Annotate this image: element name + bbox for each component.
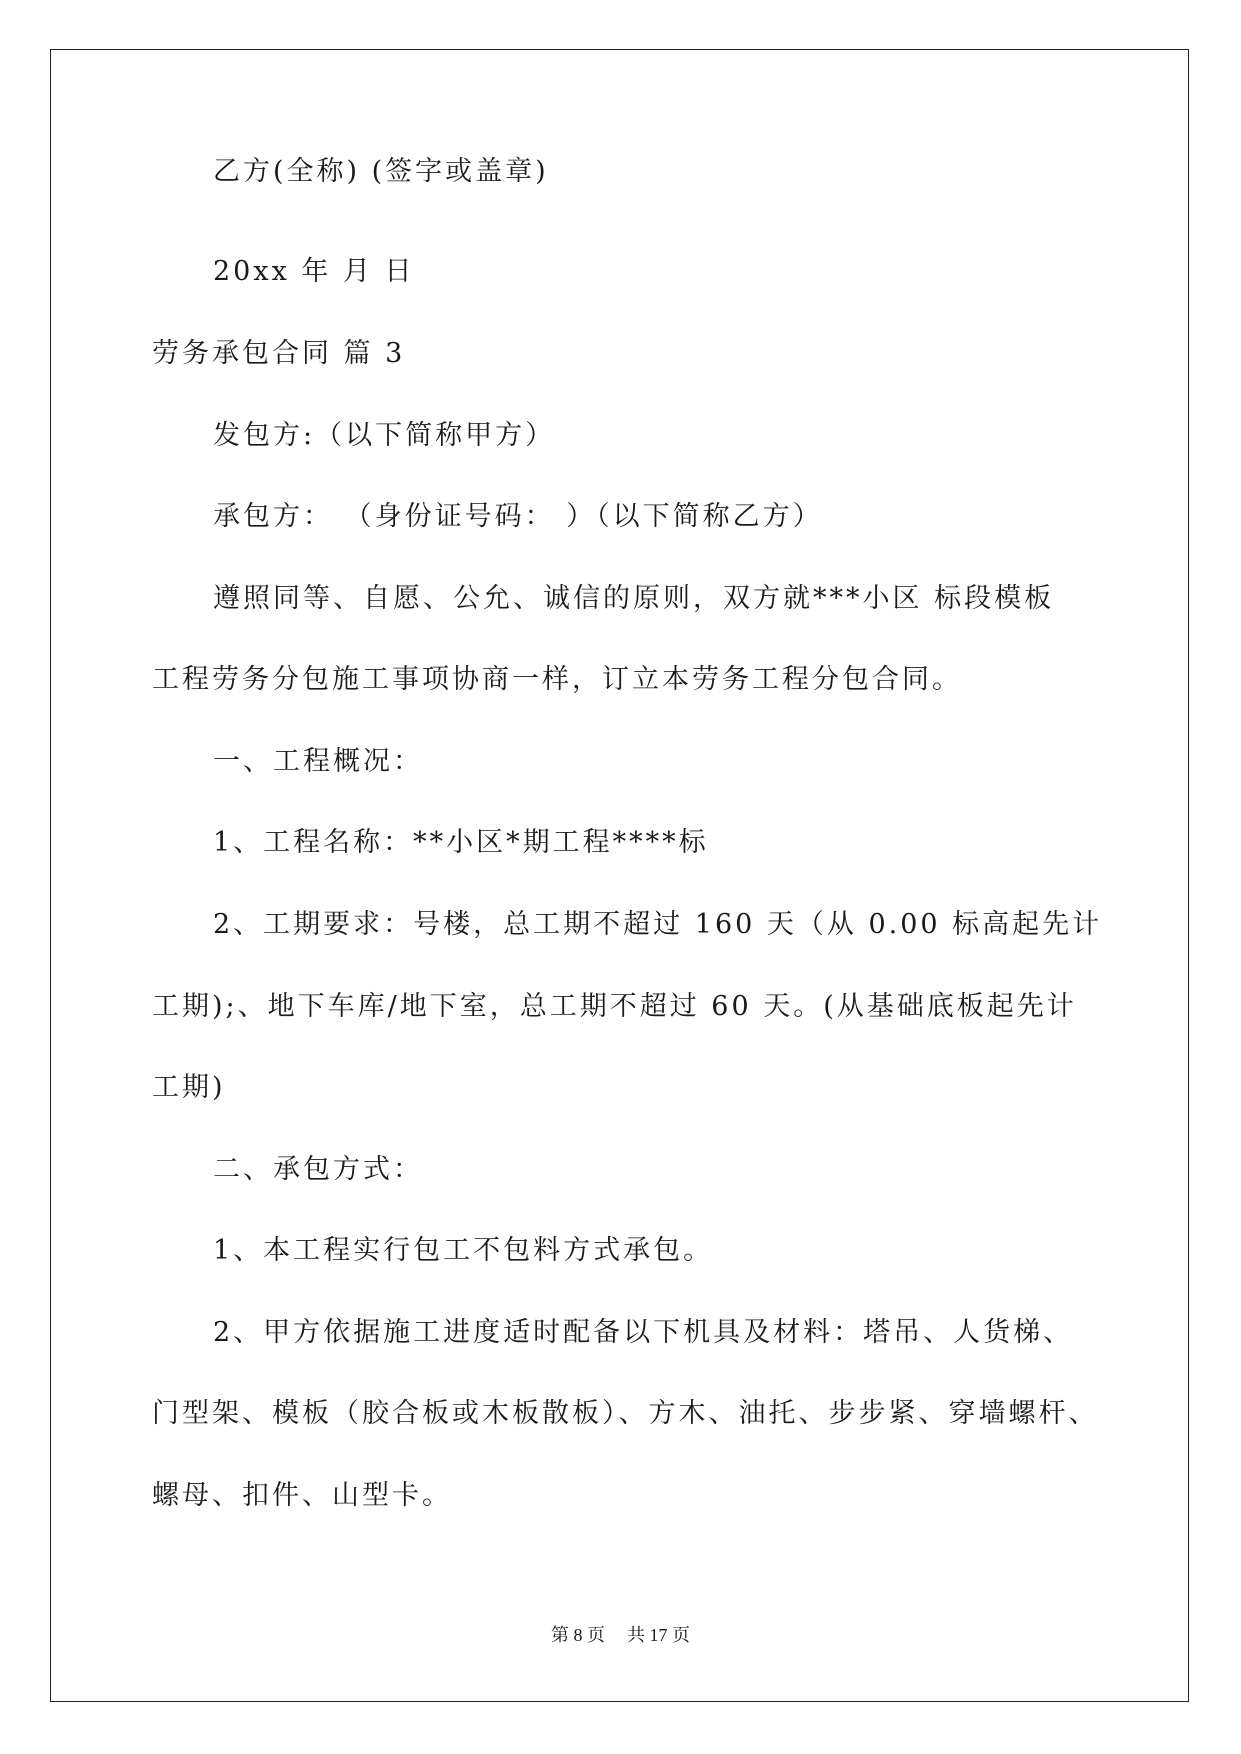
page-total: 共 17 页 (627, 1625, 690, 1645)
schedule-line-3: 工期) (152, 1072, 226, 1103)
party-a-line: 发包方:（以下简称甲方） (213, 420, 556, 451)
preamble-line-2: 工程劳务分包施工事项协商一样，订立本劳务工程分包合同。 (152, 664, 962, 695)
page-number: 第 8 页 (551, 1625, 605, 1645)
section-title: 劳务承包合同 篇 3 (152, 338, 406, 369)
project-name-line: 1、工程名称：**小区*期工程****标 (213, 827, 709, 858)
heading-contract-method: 二、承包方式： (213, 1154, 423, 1185)
schedule-line-1: 2、工期要求：号楼，总工期不超过 160 天（从 0.00 标高起先计 (213, 909, 1103, 940)
page-border (50, 49, 1189, 1702)
method-item-2-line-1: 2、甲方依据施工进度适时配备以下机具及材料：塔吊、人货梯、 (213, 1317, 1074, 1348)
method-item-2-line-3: 螺母、扣件、山型卡。 (152, 1480, 452, 1511)
signature-party-b: 乙方(全称) (签字或盖章) (213, 156, 549, 187)
method-item-1: 1、本工程实行包工不包料方式承包。 (213, 1235, 714, 1266)
date-line: 20xx 年 月 日 (213, 256, 415, 287)
preamble-line-1: 遵照同等、自愿、公允、诚信的原则，双方就***小区 标段模板 (213, 583, 1055, 614)
method-item-2-line-2: 门型架、模板（胶合板或木板散板）、方木、油托、步步紧、穿墙螺杆、 (152, 1398, 1099, 1429)
party-b-line: 承包方： （身份证号码： ）（以下简称乙方） (213, 501, 823, 532)
heading-project-overview: 一、工程概况： (213, 746, 423, 777)
schedule-line-2: 工期);、地下车库/地下室，总工期不超过 60 天。(从基础底板起先计 (152, 991, 1077, 1022)
page-footer (0, 1621, 1241, 1647)
